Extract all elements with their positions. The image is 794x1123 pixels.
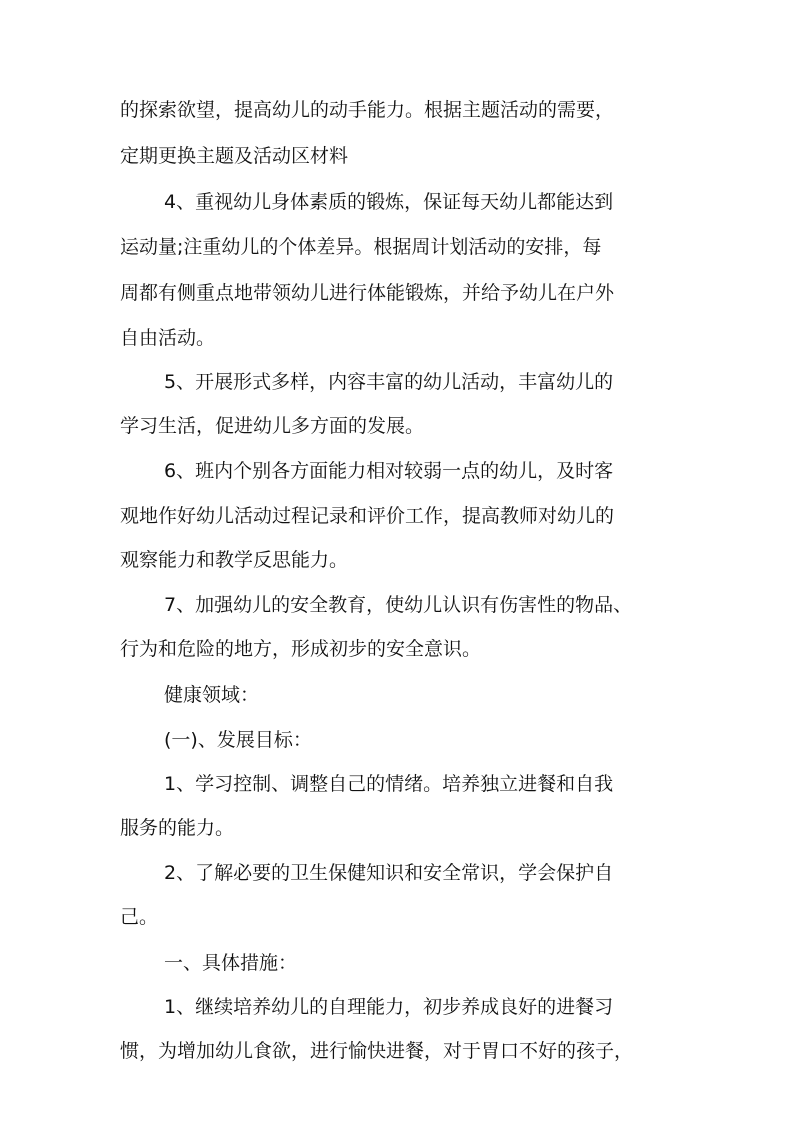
text-line: 5、开展形式多样，内容丰富的幼儿活动，丰富幼儿的 bbox=[164, 371, 614, 393]
text-line: 7、加强幼儿的安全教育，使幼儿认识有伤害性的物品、 bbox=[164, 594, 633, 616]
subsection-heading: (一)、发展目标： bbox=[164, 729, 312, 751]
subsection-heading: 一、具体措施： bbox=[164, 952, 298, 974]
text-line: 惯，为增加幼儿食欲，进行愉快进餐，对于胃口不好的孩子， bbox=[120, 1040, 634, 1062]
text-line: 服务的能力。 bbox=[120, 817, 235, 839]
section-heading: 健康领域： bbox=[164, 684, 260, 706]
text-line: 1、继续培养幼儿的自理能力，初步养成良好的进餐习 bbox=[164, 996, 614, 1018]
text-line: 观地作好幼儿活动过程记录和评价工作，提高教师对幼儿的 bbox=[120, 505, 615, 527]
text-line: 的探索欲望，提高幼儿的动手能力。根据主题活动的需要， bbox=[120, 99, 615, 121]
text-line: 1、学习控制、调整自己的情绪。培养独立进餐和自我 bbox=[164, 773, 614, 795]
text-line: 定期更换主题及活动区材料 bbox=[120, 145, 349, 167]
text-line: 自由活动。 bbox=[120, 327, 216, 349]
text-line: 6、班内个别各方面能力相对较弱一点的幼儿，及时客 bbox=[164, 460, 614, 482]
text-line: 学习生活，促进幼儿多方面的发展。 bbox=[120, 415, 425, 437]
text-line: 运动量;注重幼儿的个体差异。根据周计划活动的安排，每 bbox=[120, 236, 602, 258]
text-line: 己。 bbox=[120, 906, 159, 928]
text-line: 周都有侧重点地带领幼儿进行体能锻炼，并给予幼儿在户外 bbox=[120, 282, 615, 304]
text-line: 行为和危险的地方，形成初步的安全意识。 bbox=[120, 638, 482, 660]
text-line: 2、了解必要的卫生保健知识和安全常识，学会保护自 bbox=[164, 862, 614, 884]
text-line: 观察能力和教学反思能力。 bbox=[120, 549, 349, 571]
text-line: 4、重视幼儿身体素质的锻炼，保证每天幼儿都能达到 bbox=[164, 191, 614, 213]
